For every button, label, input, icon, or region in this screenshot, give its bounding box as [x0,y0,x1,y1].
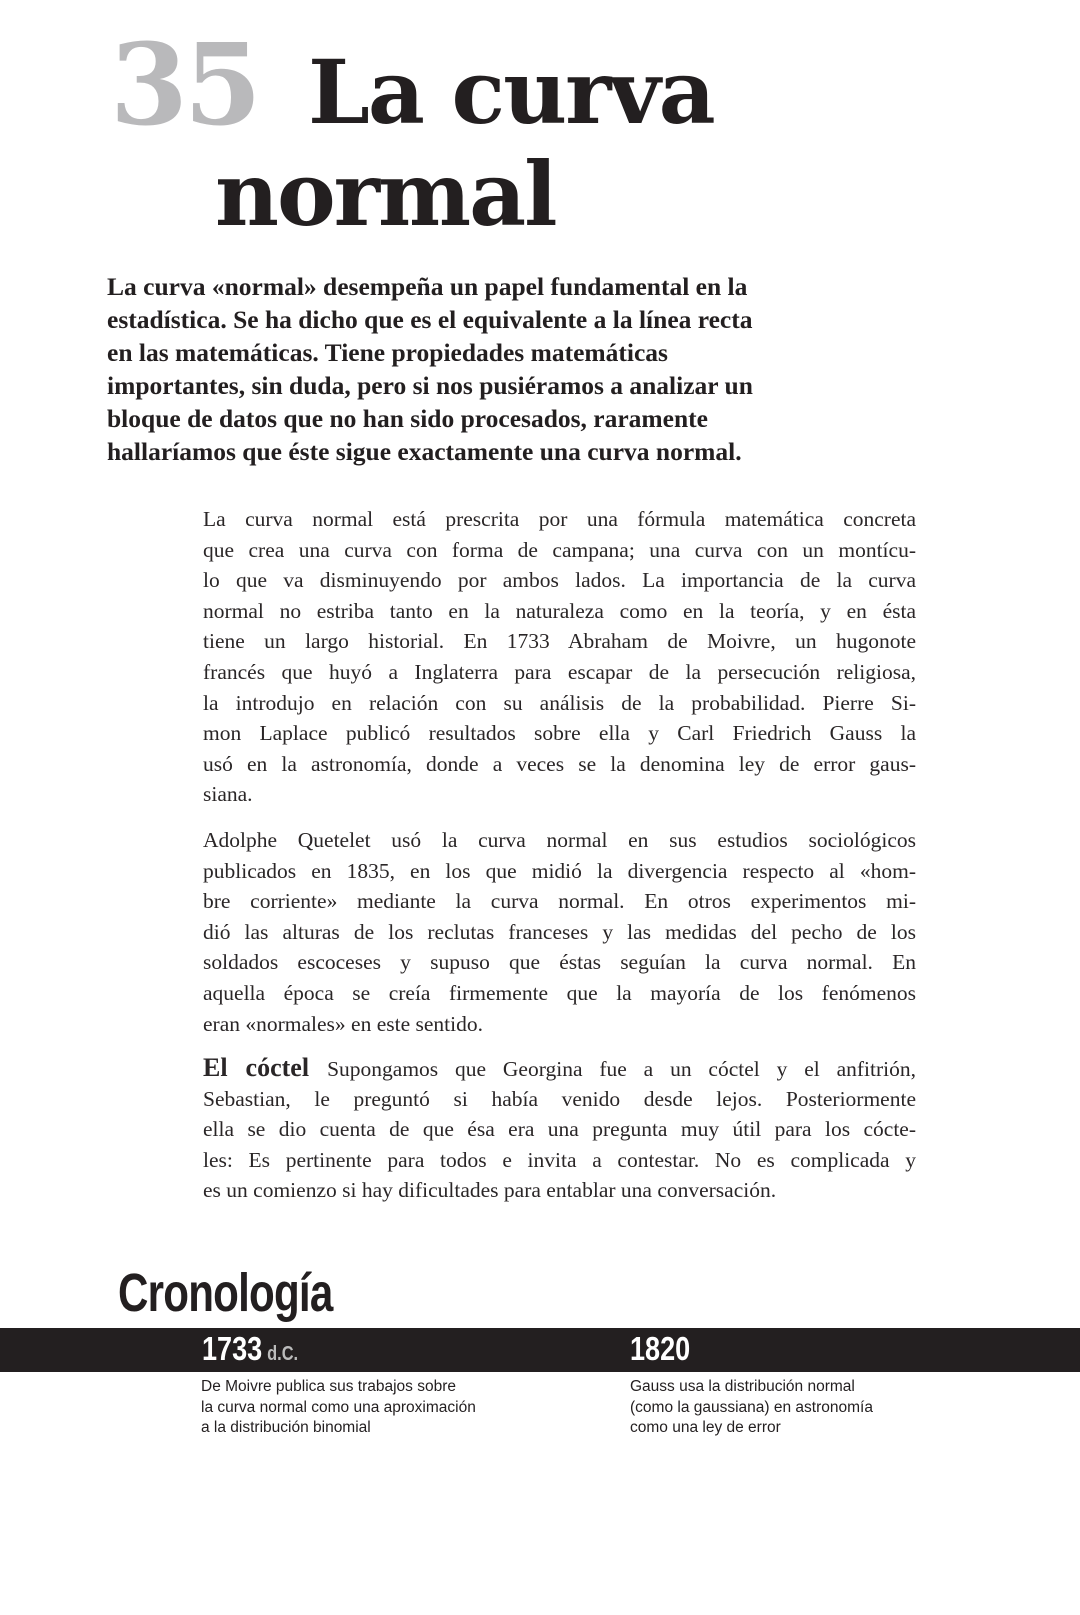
text-line: Sebastian, le preguntó si había venido desde lejos. Posteriormente [203,1086,916,1111]
text-line: les: Es pertinente para todos e invita a contestar. No es complicada y [203,1147,916,1172]
timeline-description-1 [201,1377,476,1439]
timeline-description-2 [630,1377,873,1439]
text-line: francés que huyó a Inglaterra para escapar de la persecución religiosa, [203,659,916,684]
intro-line: La curva «normal» desempeña un papel fundamental en la [107,272,748,301]
text-line: eran «normales» en este sentido. [203,1011,484,1036]
text-line: es un comienzo si hay dificultades para entablar una conversación. [203,1178,777,1203]
timeline-text-line: Gauss usa la distribución normal [630,1378,855,1395]
text-line: que crea una curva con forma de campana; una curva con un montícu- [203,537,916,562]
body-paragraph-2 [203,825,916,1039]
timeline-year-2 [630,1332,690,1365]
section-heading: El cóctel [203,1053,310,1082]
chapter-title-line1: La curva [308,40,714,144]
timeline-heading: Cronología [118,1263,333,1323]
text-line: normal no estriba tanto en la naturaleza como en la teoría, y en ésta [203,598,916,623]
text-line: aquella época se creía firmemente que la mayoría de los fenómenos [203,980,916,1005]
year-text: 1820 [630,1330,691,1367]
intro-line: en las matemáticas. Tiene propiedades matemáticas [107,338,668,367]
text-line: dió las alturas de los reclutas franceses y las medidas del pecho de los [203,919,916,944]
text-line: mon Laplace publicó resultados sobre ella y Carl Friedrich Gauss la [203,721,916,746]
era-text: d.C. [267,1343,299,1365]
text-line: soldados escoceses y supuso que éstas seguían la curva normal. En [203,950,916,975]
section-el-coctel [203,1053,916,1206]
text-line: La curva normal está prescrita por una fórmula matemática concreta [203,507,916,531]
intro-line: importantes, sin duda, pero si nos pusiéramos a analizar un [107,371,753,400]
timeline-bar [0,1328,1080,1372]
intro-paragraph [107,270,937,468]
intro-line: hallaríamos que éste sigue exactamente una curva normal. [107,437,742,466]
text-line: publicados en 1835, en los que midió la divergencia respecto al «hom- [203,858,916,883]
timeline-text-line: (como la gaussiana) en astronomía [630,1398,873,1416]
body-paragraph-1 [203,504,916,810]
text-line: ella se dio cuenta de que ésa era una pregunta muy útil para los cócte- [203,1117,916,1142]
text-line: la introdujo en relación con su análisis de la probabilidad. Pierre Si- [203,690,916,715]
chapter-title-line2: normal [215,142,556,246]
intro-line: bloque de datos que no han sido procesados, raramente [107,404,708,433]
timeline-text-line: a la distribución binomial [201,1419,371,1436]
section-first-line: Supongamos que Georgina fue a un cóctel y el anfitrión, [327,1057,917,1081]
timeline-text-line: como una ley de error [630,1419,781,1436]
text-line: lo que va disminuyendo por ambos lados. La importancia de la curva [203,568,916,593]
chapter-number: 35 [110,20,258,151]
text-line: usó en la astronomía, donde a veces se la denomina ley de error gaus- [203,751,916,776]
timeline-text-line: la curva normal como una aproximación [201,1398,476,1416]
year-text: 1733 [202,1330,263,1367]
timeline-text-line: De Moivre publica sus trabajos sobre [201,1378,457,1395]
text-line: bre corriente» mediante la curva normal. En otros experimentos mi- [203,889,916,914]
text-line: Adolphe Quetelet usó la curva normal en sus estudios sociológicos [203,828,916,852]
text-line: siana. [203,782,253,807]
timeline-year-1 [202,1332,298,1365]
text-line: tiene un largo historial. En 1733 Abraham de Moivre, un hugonote [203,629,916,654]
intro-line: estadística. Se ha dicho que es el equivalente a la línea recta [107,305,753,334]
